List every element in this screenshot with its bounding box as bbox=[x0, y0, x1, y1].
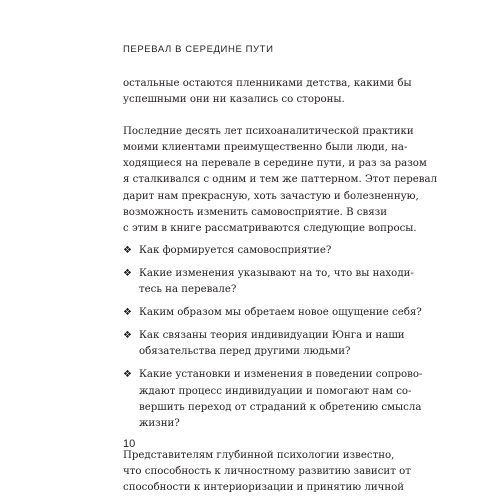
text-line: дарит нам прекрасную, хоть зачастую и болезненную, bbox=[123, 190, 419, 202]
list-item bbox=[123, 243, 371, 259]
text-line: Какие установки и изменения в поведении сопрово- bbox=[139, 369, 423, 381]
list-item bbox=[123, 305, 422, 321]
text-line: с этим в книге рассматриваются следующие вопросы. bbox=[123, 222, 417, 234]
text-line: я сталкивался с одним и тем же паттерном. Этот перевал bbox=[123, 174, 438, 186]
paragraph-depth-psychology bbox=[123, 448, 411, 496]
text-line: способности к интериоризации и принятию личной bbox=[123, 481, 405, 493]
diamond-bullet-icon: ❖ bbox=[123, 244, 132, 256]
text-line: ждают процесс индивидуации и помогают нам со- bbox=[139, 385, 412, 397]
list-item bbox=[123, 367, 423, 431]
diamond-bullet-icon: ❖ bbox=[123, 369, 132, 381]
text-line: обязательства перед другими людьми? bbox=[139, 346, 351, 358]
text-line: тесь на перевале? bbox=[139, 284, 237, 296]
text-line: моими клиентами преимущественно были люди, на- bbox=[123, 142, 408, 154]
text-line: вершить переход от страданий к обретению смысла bbox=[139, 401, 422, 413]
text-line: успешными они ни казались со стороны. bbox=[123, 94, 345, 106]
text-line: что способность к личностному развитию зависит от bbox=[123, 465, 411, 477]
paragraph-continued bbox=[123, 76, 412, 108]
diamond-bullet-icon: ❖ bbox=[123, 307, 132, 319]
page-number: 10 bbox=[123, 438, 136, 450]
list-item bbox=[123, 266, 414, 298]
list-item bbox=[123, 328, 405, 360]
text-line: остальные остаются пленниками детства, какими бы bbox=[123, 78, 412, 89]
text-line: Как связаны теория индивидуации Юнга и наши bbox=[139, 330, 405, 342]
text-line: жизни? bbox=[139, 417, 180, 429]
diamond-bullet-icon: ❖ bbox=[123, 330, 132, 342]
text-line: Каким образом мы обретаем новое ощущение себя? bbox=[139, 307, 422, 319]
text-line: ходящиеся на перевале в середине пути, и раз за разом bbox=[123, 158, 427, 170]
text-line: Какие изменения указывают на то, что вы находи- bbox=[139, 267, 414, 279]
text-line: возможность изменить самовосприятие. В связи bbox=[123, 206, 388, 218]
paragraph-practice bbox=[123, 124, 438, 237]
body-text bbox=[123, 76, 438, 496]
text-line: Как формируется самовосприятие? bbox=[139, 244, 332, 256]
diamond-bullet-icon: ❖ bbox=[123, 267, 132, 279]
text-line: Представителям глубинной психологии известно, bbox=[123, 449, 395, 461]
questions-list bbox=[123, 243, 423, 432]
text-line: Последние десять лет психоаналитической практики bbox=[123, 126, 414, 138]
running-head: ПЕРЕВАЛ В СЕРЕДИНЕ ПУТИ bbox=[123, 44, 274, 55]
